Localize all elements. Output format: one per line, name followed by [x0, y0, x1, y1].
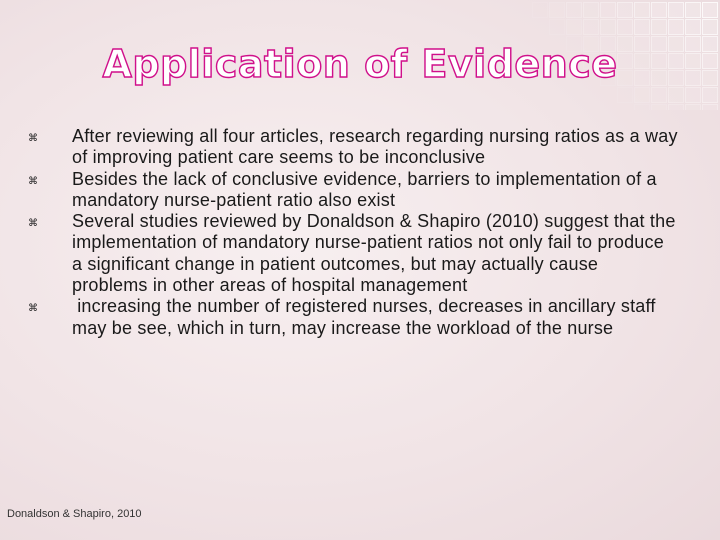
decorative-square	[617, 2, 633, 18]
bullet-text: After reviewing all four articles, research regarding nursing ratios as a way of improving patient care seems to be inconclusive	[72, 126, 678, 168]
command-key-icon: ⌘	[28, 133, 39, 144]
decorative-square	[532, 2, 548, 18]
decorative-square	[685, 19, 701, 35]
command-key-icon: ⌘	[28, 218, 39, 230]
decorative-square	[600, 2, 616, 18]
bullet-text: Besides the lack of conclusive evidence, barriers to implementation of a mandatory nurse-patient ratio also exist	[72, 168, 657, 210]
decorative-square	[702, 87, 718, 103]
command-key-icon: ⌘	[28, 303, 39, 315]
decorative-square	[634, 87, 650, 103]
decorative-square	[651, 87, 667, 103]
decorative-square	[583, 19, 599, 35]
decorative-square	[702, 104, 718, 110]
bullet-text: increasing the number of registered nurses, decreases in ancillary staff may be see, which in turn, may increase the workload of the nurse	[72, 296, 661, 338]
decorative-square	[668, 2, 684, 18]
decorative-square	[549, 2, 565, 18]
bullet-item	[28, 126, 678, 169]
decorative-square	[685, 87, 701, 103]
decorative-square	[617, 87, 633, 103]
decorative-square	[634, 19, 650, 35]
decorative-square	[668, 19, 684, 35]
decorative-square	[566, 19, 582, 35]
decorative-square	[702, 19, 718, 35]
command-key-icon: ⌘	[28, 175, 39, 187]
slide-title: Application of Evidence	[102, 42, 618, 86]
decorative-square	[685, 2, 701, 18]
bullet-list	[28, 126, 678, 339]
decorative-square	[651, 19, 667, 35]
decorative-square	[668, 87, 684, 103]
decorative-square	[617, 19, 633, 35]
bullet-item	[28, 211, 678, 296]
decorative-square	[668, 104, 684, 110]
bullet-item	[28, 296, 678, 339]
decorative-square	[651, 2, 667, 18]
decorative-square	[651, 104, 667, 110]
decorative-square	[634, 104, 650, 110]
decorative-square	[549, 19, 565, 35]
decorative-square	[685, 104, 701, 110]
citation-footer: Donaldson & Shapiro, 2010	[7, 508, 142, 520]
bullet-text: Several studies reviewed by Donaldson & Shapiro (2010) suggest that the implementation of mandatory nurse-patient ratios not only fail to produce a significant change in patient outcomes, but may actually cause problems in other areas of hospital management	[72, 211, 676, 296]
decorative-square	[600, 19, 616, 35]
decorative-square	[583, 2, 599, 18]
decorative-square	[702, 2, 718, 18]
decorative-square	[566, 2, 582, 18]
bullet-item	[28, 169, 678, 212]
decorative-square	[634, 2, 650, 18]
